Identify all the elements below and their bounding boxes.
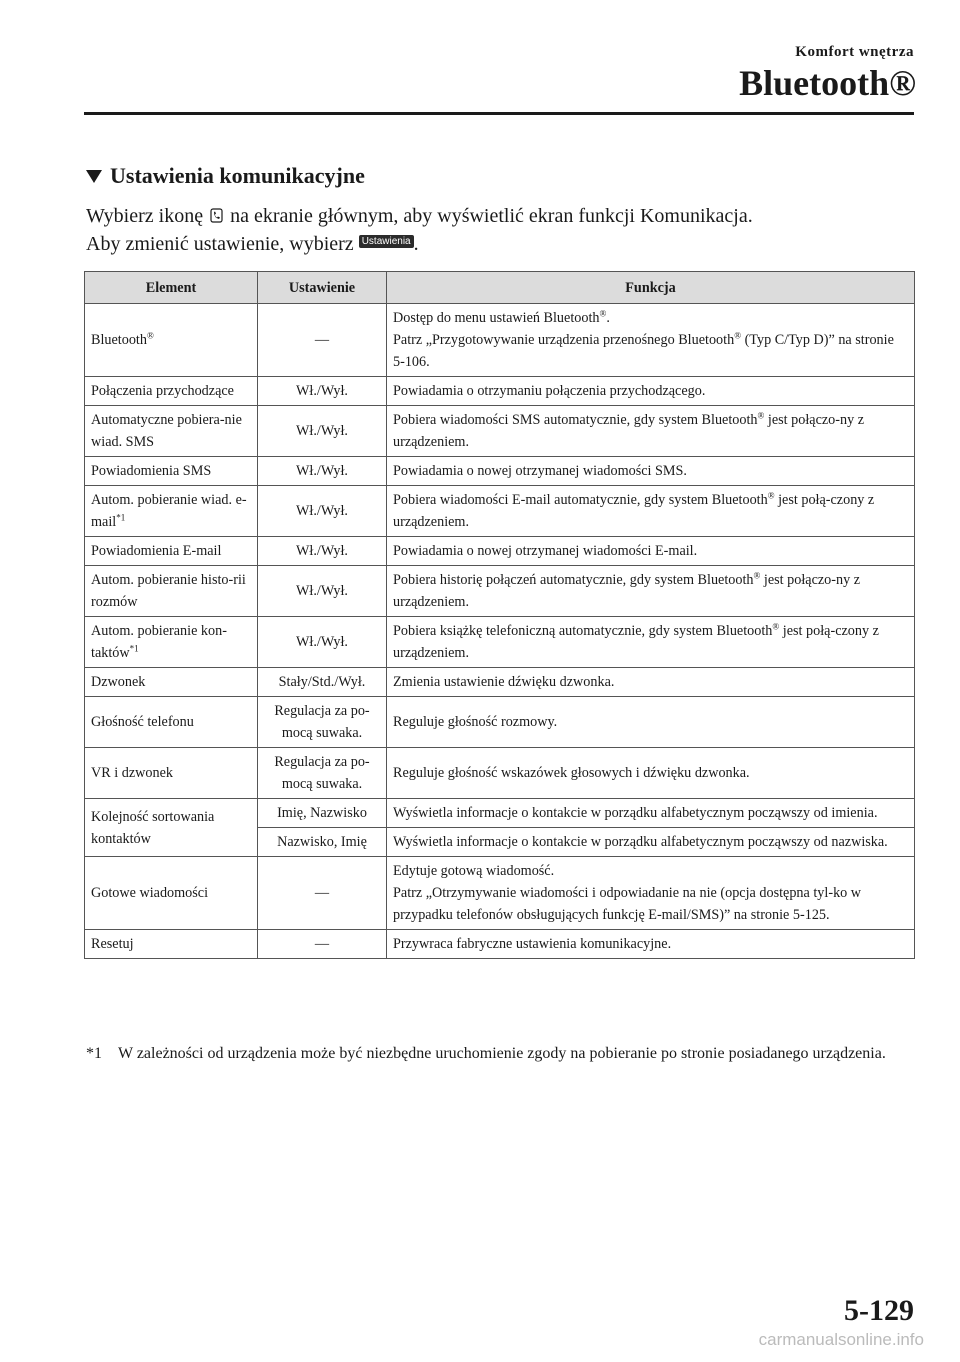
function-cell — [387, 304, 915, 377]
table-row — [85, 537, 915, 566]
setting-cell: Wł./Wył. — [258, 537, 387, 566]
setting-cell: — — [258, 930, 387, 959]
element-cell: Resetuj — [85, 930, 258, 959]
table-row — [85, 406, 915, 457]
table-row — [85, 748, 915, 799]
function-line: Edytuje gotową wiadomość. — [393, 863, 555, 879]
table-row — [85, 566, 915, 617]
function-line: Pobiera historię połączeń automatycznie, gdy system Bluetooth® jest połączo-ny z urządzeniem. — [393, 570, 861, 610]
element-cell: Połączenia przychodzące — [85, 377, 258, 406]
settings-table — [84, 271, 915, 959]
setting-cell: — — [258, 857, 387, 930]
setting-cell: Nazwisko, Imię — [258, 828, 387, 857]
column-header: Element — [85, 272, 258, 304]
setting-cell: Regulacja za po-mocą suwaka. — [258, 748, 387, 799]
function-cell: Wyświetla informacje o kontakcie w porządku alfabetycznym począwszy od imienia. — [387, 799, 915, 828]
function-line: Powiadamia o nowej otrzymanej wiadomości SMS. — [393, 463, 687, 479]
section-heading — [86, 163, 365, 189]
table-row — [85, 857, 915, 930]
table-row — [85, 930, 915, 959]
footnote-text: W zależności od urządzenia może być niezbędne uruchomienie zgody na pobieranie po stronie posiadanego urządzenia. — [118, 1045, 886, 1062]
function-cell — [387, 377, 915, 406]
function-line: Patrz „Przygotowywanie urządzenia przenośnego Bluetooth® (Typ C/Typ D)” na stronie 5-106. — [393, 330, 894, 370]
element-cell: Autom. pobieranie histo-rii rozmów — [85, 566, 258, 617]
intro-text: na ekranie głównym, aby wyświetlić ekran funkcji Komunikacja. — [230, 205, 753, 227]
page-title: Bluetooth® — [739, 63, 916, 103]
setting-cell: Stały/Std./Wył. — [258, 668, 387, 697]
intro-text: Wybierz ikonę — [86, 205, 204, 227]
section-title: Ustawienia komunikacyjne — [110, 163, 365, 188]
function-cell — [387, 930, 915, 959]
function-line: Przywraca fabryczne ustawienia komunikacyjne. — [393, 936, 672, 952]
setting-cell: Imię, Nazwisko — [258, 799, 387, 828]
function-cell — [387, 566, 915, 617]
intro-text: . — [413, 233, 419, 255]
function-line: Patrz „Otrzymywanie wiadomości i odpowiadanie na nie (opcja dostępna tyl-ko w przypadku telefonów obsługujących funkcję E-mail/SMS)” na stronie 5-125. — [393, 885, 862, 923]
table-header-row — [85, 272, 915, 304]
footnote-mark: *1 — [86, 1045, 102, 1062]
function-cell — [387, 857, 915, 930]
table-row — [85, 697, 915, 748]
intro-line-1 — [86, 205, 753, 228]
setting-cell: Wł./Wył. — [258, 406, 387, 457]
triangle-bullet-icon — [86, 170, 102, 183]
setting-cell: Wł./Wył. — [258, 566, 387, 617]
element-cell: Powiadomienia SMS — [85, 457, 258, 486]
function-cell — [387, 748, 915, 799]
footnote — [86, 1042, 906, 1067]
function-cell — [387, 406, 915, 457]
table-row — [85, 304, 915, 377]
setting-cell: Wł./Wył. — [258, 457, 387, 486]
setting-cell: — — [258, 304, 387, 377]
function-cell — [387, 537, 915, 566]
function-line: Powiadamia o otrzymaniu połączenia przychodzącego. — [393, 383, 706, 399]
function-line: Dostęp do menu ustawień Bluetooth®. — [393, 308, 610, 326]
element-cell: Kolejność sortowania kontaktów — [85, 799, 258, 857]
function-cell: Wyświetla informacje o kontakcie w porządku alfabetycznym począwszy od nazwiska. — [387, 828, 915, 857]
setting-cell: Regulacja za po-mocą suwaka. — [258, 697, 387, 748]
function-line: Reguluje głośność wskazówek głosowych i dźwięku dzwonka. — [393, 765, 750, 781]
column-header: Funkcja — [387, 272, 915, 304]
watermark: carmanualsonline.info — [758, 1330, 924, 1349]
function-cell — [387, 668, 915, 697]
table-row — [85, 457, 915, 486]
function-cell — [387, 486, 915, 537]
chapter-title: Komfort wnętrza — [795, 44, 914, 60]
function-cell — [387, 697, 915, 748]
setting-cell: Wł./Wył. — [258, 486, 387, 537]
function-line: Zmienia ustawienie dźwięku dzwonka. — [393, 674, 615, 690]
page-number: 5-129 — [844, 1294, 914, 1327]
element-cell: Powiadomienia E-mail — [85, 537, 258, 566]
element-cell: VR i dzwonek — [85, 748, 258, 799]
function-line: Pobiera wiadomości SMS automatycznie, gdy system Bluetooth® jest połączo-ny z urządzeniem. — [393, 410, 865, 450]
intro-line-2 — [86, 233, 419, 256]
header-divider — [84, 112, 914, 115]
table-row — [85, 799, 915, 828]
column-header: Ustawienie — [258, 272, 387, 304]
table-row — [85, 617, 915, 668]
element-cell: Automatyczne pobiera-nie wiad. SMS — [85, 406, 258, 457]
function-cell — [387, 617, 915, 668]
settings-button[interactable]: Ustawienia — [359, 235, 414, 248]
function-cell — [387, 457, 915, 486]
table-row — [85, 668, 915, 697]
element-cell: Autom. pobieranie kon-taktów$^{*1}$ — [85, 617, 258, 668]
setting-cell: Wł./Wył. — [258, 617, 387, 668]
element-cell: Głośność telefonu — [85, 697, 258, 748]
phone-icon — [210, 208, 223, 223]
function-line: Pobiera książkę telefoniczną automatycznie, gdy system Bluetooth® jest połą-czony z urządzeniem. — [393, 621, 879, 661]
function-line: Powiadamia o nowej otrzymanej wiadomości E-mail. — [393, 543, 698, 559]
element-cell: Dzwonek — [85, 668, 258, 697]
function-line: Pobiera wiadomości E-mail automatycznie, gdy system Bluetooth® jest połą-czony z urządzeniem. — [393, 490, 875, 530]
table-row — [85, 377, 915, 406]
setting-cell: Wł./Wył. — [258, 377, 387, 406]
table-row — [85, 486, 915, 537]
element-cell: Bluetooth® — [85, 304, 258, 377]
element-cell: Gotowe wiadomości — [85, 857, 258, 930]
function-line: Reguluje głośność rozmowy. — [393, 714, 558, 730]
element-cell: Autom. pobieranie wiad. e-mail$^{*1}$ — [85, 486, 258, 537]
intro-text: Aby zmienić ustawienie, wybierz — [86, 233, 354, 255]
